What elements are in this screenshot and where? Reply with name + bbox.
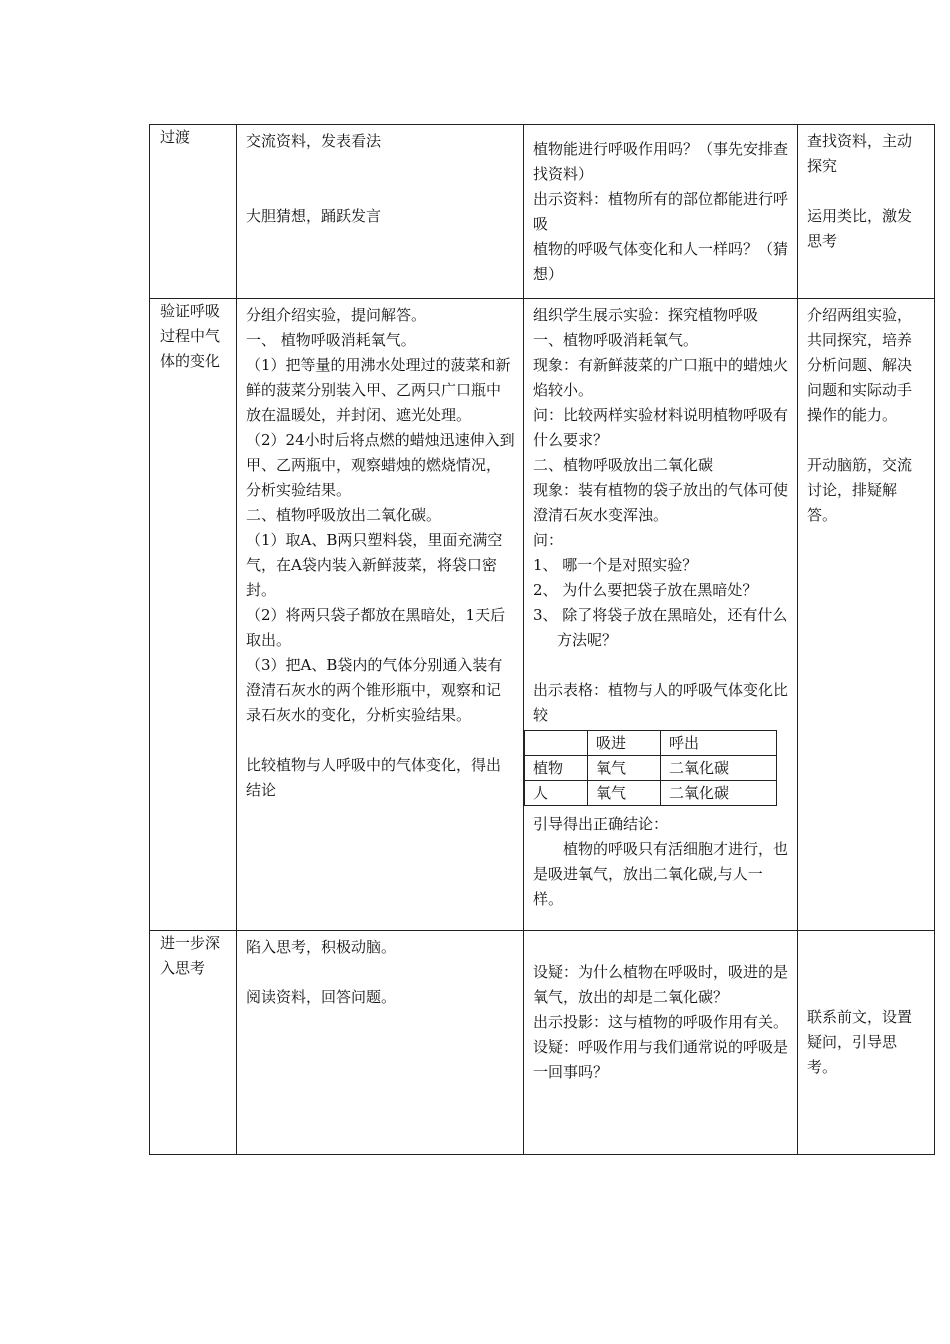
teacher-activity-cell	[524, 931, 798, 1155]
stage-label: 验证呼吸过程中气体的变化	[160, 302, 221, 370]
student-text: （2）将两只袋子都放在黑暗处，1天后取出。	[246, 606, 506, 649]
student-text: （1）取A、B两只塑料袋，里面充满空气，在A袋内装入新鲜菠菜，将袋口密封。	[246, 531, 503, 599]
student-text: 大胆猜想，踊跃发言	[246, 207, 382, 225]
teacher-text: 植物的呼吸只有活细胞才进行，也是吸进氧气，放出二氧化碳,与人一样。	[533, 840, 789, 908]
question-item: 1、 哪一个是对照实验？	[533, 556, 698, 574]
design-intent-cell	[798, 931, 935, 1155]
intent-text: 运用类比，激发思考	[807, 207, 913, 250]
teacher-text: 出示投影：这与植物的呼吸作用有关。	[533, 1013, 789, 1031]
student-text: 交流资料，发表看法	[246, 132, 382, 150]
comparison-cell: 氧气	[588, 756, 661, 781]
question-item: 2、 为什么要把袋子放在黑暗处？	[533, 581, 758, 599]
comparison-cell: 二氧化碳	[661, 756, 777, 781]
teacher-text: 出示表格：植物与人的呼吸气体变化比较	[533, 681, 789, 724]
teacher-text: 设疑：呼吸作用与我们通常说的呼吸是一回事吗？	[533, 1038, 789, 1081]
student-text: （1）把等量的用沸水处理过的菠菜和新鲜的菠菜分别装入甲、乙两只广口瓶中放在温暖处，并封闭、遮光处理。	[246, 356, 511, 424]
teacher-text: 问：	[533, 531, 564, 549]
table-row	[150, 125, 935, 299]
teacher-activity-cell	[524, 125, 798, 299]
comparison-cell: 呼出	[661, 731, 777, 756]
comparison-cell: 二氧化碳	[661, 781, 777, 806]
teacher-text: 现象：有新鲜菠菜的广口瓶中的蜡烛火焰较小。	[533, 356, 789, 399]
student-text: 阅读资料，回答问题。	[246, 988, 397, 1006]
teacher-text: 问：比较两样实验材料说明植物呼吸有什么要求？	[533, 406, 789, 449]
student-text: 一、 植物呼吸消耗氧气。	[246, 331, 416, 349]
student-text: （2）24小时后将点燃的蜡烛迅速伸入到甲、乙两瓶中，观察蜡烛的燃烧情况，分析实验结果。	[246, 431, 515, 499]
teacher-text: 设疑：为什么植物在呼吸时，吸进的是氧气，放出的却是二氧化碳？	[533, 963, 789, 1006]
table-row	[150, 931, 935, 1155]
comparison-cell: 人	[525, 781, 588, 806]
comparison-header-row	[525, 731, 777, 756]
comparison-row	[525, 781, 777, 806]
stage-label: 进一步深入思考	[160, 934, 221, 977]
design-intent-cell	[798, 125, 935, 299]
stage-cell	[150, 931, 237, 1155]
student-text: 二、植物呼吸放出二氧化碳。	[246, 506, 442, 524]
teacher-activity-cell	[524, 299, 798, 931]
teacher-text: 一、植物呼吸消耗氧气。	[533, 331, 699, 349]
teacher-text: 二、植物呼吸放出二氧化碳	[533, 456, 714, 474]
teacher-text: 引导得出正确结论：	[533, 815, 669, 833]
stage-cell	[150, 125, 237, 299]
student-text: 比较植物与人呼吸中的气体变化，得出结论	[246, 756, 502, 799]
comparison-row	[525, 756, 777, 781]
table-row	[150, 299, 935, 931]
stage-cell	[150, 299, 237, 931]
teacher-text: 出示资料：植物所有的部位都能进行呼吸	[533, 190, 789, 233]
student-activity-cell	[237, 931, 524, 1155]
comparison-cell: 植物	[525, 756, 588, 781]
intent-text: 联系前文，设置疑问，引导思考。	[807, 1008, 913, 1076]
intent-text: 开动脑筋，交流讨论，排疑解答。	[807, 456, 913, 524]
student-activity-cell	[237, 299, 524, 931]
student-text: 分组介绍实验，提问解答。	[246, 306, 427, 324]
stage-label: 过渡	[160, 128, 191, 146]
intent-text: 介绍两组实验，共同探究，培养分析问题、解决问题和实际动手操作的能力。	[807, 306, 913, 424]
student-text: 陷入思考，积极动脑。	[246, 938, 397, 956]
question-item: 3、 除了将袋子放在黑暗处，还有什么方法呢？	[533, 606, 788, 649]
design-intent-cell	[798, 299, 935, 931]
teacher-text: 现象：装有植物的袋子放出的气体可使澄清石灰水变浑浊。	[533, 481, 789, 524]
lesson-plan-table	[149, 124, 935, 1155]
student-text: （3）把A、B袋内的气体分别通入装有澄清石灰水的两个锥形瓶中，观察和记录石灰水的变化，分析实验结果。	[246, 656, 503, 724]
comparison-cell: 氧气	[588, 781, 661, 806]
teacher-text: 植物能进行呼吸作用吗？（事先安排查找资料）	[533, 140, 789, 183]
comparison-cell: 吸进	[588, 731, 661, 756]
intent-text: 查找资料，主动探究	[807, 132, 913, 175]
comparison-cell	[525, 731, 588, 756]
teacher-text: 组织学生展示实验：探究植物呼吸	[533, 306, 759, 324]
teacher-text: 植物的呼吸气体变化和人一样吗？（猜想）	[533, 240, 789, 283]
comparison-table	[524, 730, 777, 806]
student-activity-cell	[237, 125, 524, 299]
